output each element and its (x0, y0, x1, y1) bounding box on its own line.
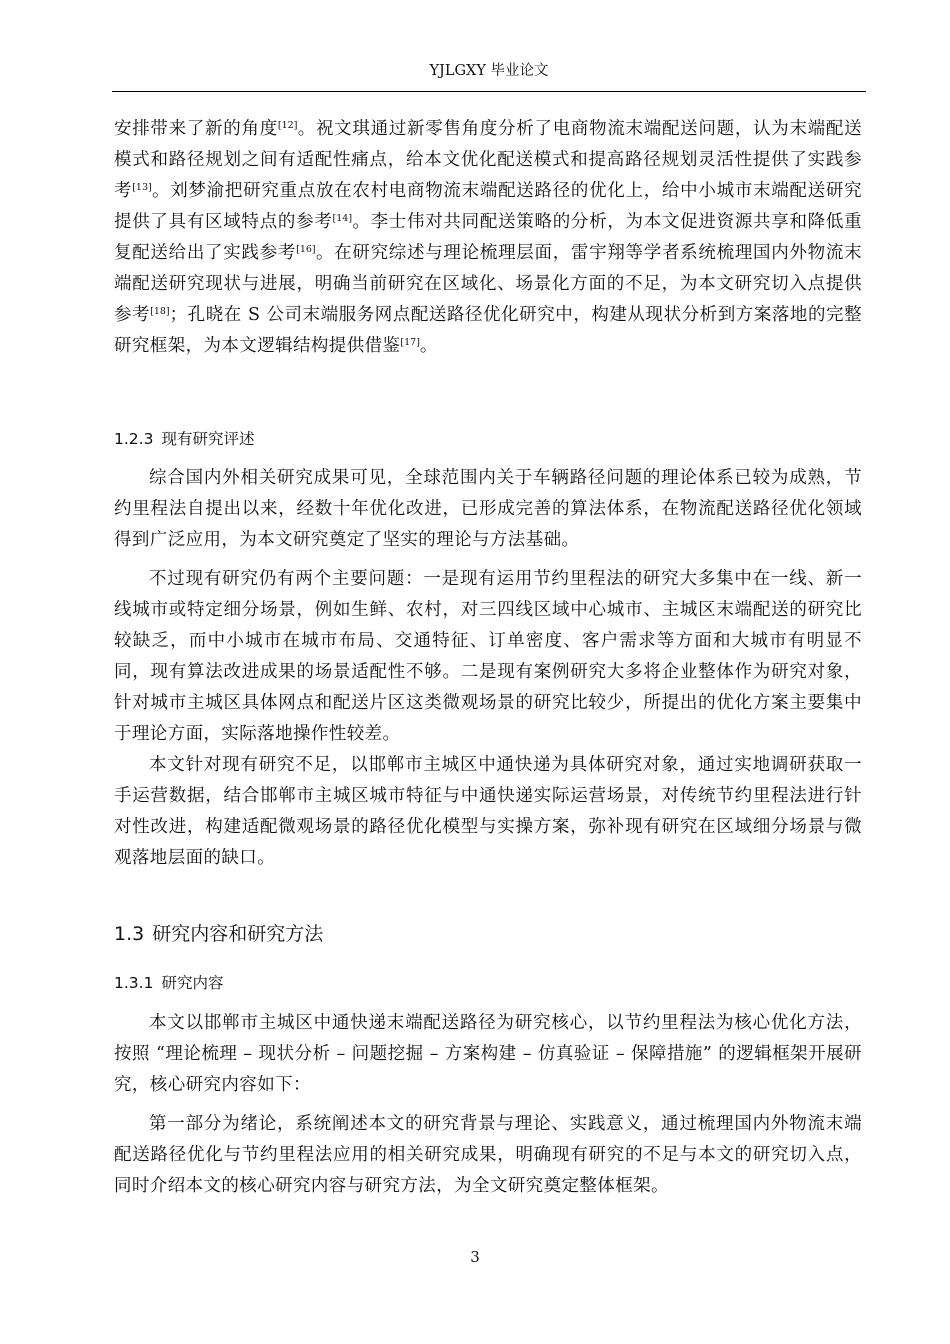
section-number: 1.2.3 (114, 430, 154, 448)
text-run: 。李士伟对共同配送策略的分析，为本文促进资源共享和降低重复配送给出了实践参考 (114, 212, 862, 263)
text-run: 安排带来了新的角度 (114, 119, 278, 139)
section-title: 研究内容 (161, 974, 224, 992)
citation-ref: [12] (277, 120, 298, 131)
citation-ref: [14] (332, 213, 353, 224)
citation-ref: [17] (400, 337, 420, 348)
citation-ref: [13] (132, 182, 152, 193)
running-header: YJLGXY 毕业论文 (429, 63, 549, 79)
section-heading-1-3-1 (114, 973, 223, 993)
section-heading-1-2-3 (114, 429, 254, 449)
section-heading-1-3 (114, 922, 323, 946)
paragraph-review-summary: 综合国内外相关研究成果可见，全球范围内关于车辆路径问题的理论体系已较为成熟，节约里程法自提出以来，经数十年优化改进，已形成完善的算法体系，在物流配送路径优化领域得到广泛应用，为本文研究奠定了坚实的理论与方法基础。 (114, 468, 862, 550)
text-run: 。刘梦渝把研究重点放在农村电商物流末端配送路径的优化上，给中小城市末端配送研究提供了具有区域特点的参考 (114, 181, 862, 232)
section-title: 研究内容和研究方法 (152, 923, 324, 945)
citation-ref: [16] (296, 244, 316, 255)
text-run: ；孔晓在 S 公司末端服务网点配送路径优化研究中，构建从现状分析到方案落地的完整研究框架，为本文逻辑结构提供借鉴 (114, 305, 862, 356)
page-number: 3 (470, 1248, 480, 1266)
paragraph-research-gap: 本文针对现有研究不足，以邯郸市主城区中通快递为具体研究对象，通过实地调研获取一手运营数据，结合邯郸市主城区城市特征与中通快递实际运营场景，对传统节约里程法进行针对性改进，构建适配微观场景的路径优化模型与实操方案，弥补现有研究在区域细分场景与微观落地层面的缺口。 (114, 755, 862, 868)
paragraph-existing-problems: 不过现有研究仍有两个主要问题：一是现有运用节约里程法的研究大多集中在一线、新一线城市或特定细分场景，例如生鲜、农村，对三四线区域中心城市、主城区末端配送的研究比较缺乏，而中小城市在城市布局、交通特征、订单密度、客户需求等方面和大城市有明显不同，现有算法改进成果的场景适配性不够。二是现有案例研究大多将企业整体作为研究对象，针对城市主城区具体网点和配送片区这类微观场景的研究比较少，所提出的优化方案主要集中于理论方面，实际落地操作性较差。 (114, 569, 862, 744)
paragraph-research-content-intro: 本文以邯郸市主城区中通快递末端配送路径为研究核心，以节约里程法为核心优化方法，按照 “理论梳理 – 现状分析 – 问题挖掘 – 方案构建 – 仿真验证 – 保障措施” 的逻辑框架开展研究，核心研究内容如下： (114, 1013, 862, 1095)
paragraph-literature-review-continued (114, 114, 862, 362)
section-number: 1.3.1 (114, 974, 154, 992)
citation-ref: [18] (150, 306, 170, 317)
header-rule (112, 91, 866, 92)
text-run: 。在研究综述与理论梳理层面，雷宇翔等学者系统梳理国内外物流末端配送研究现状与进展，明确当前研究在区域化、场景化方面的不足，为本文研究切入点提供参考 (114, 243, 863, 325)
section-number: 1.3 (114, 923, 145, 945)
paragraph-part-one: 第一部分为绪论，系统阐述本文的研究背景与理论、实践意义，通过梳理国内外物流末端配送路径优化与节约里程法应用的相关研究成果，明确现有研究的不足与本文的研究切入点，同时介绍本文的核心研究内容与研究方法，为全文研究奠定整体框架。 (114, 1114, 862, 1196)
text-run: 。 (419, 336, 438, 356)
text-run: 。祝文琪通过新零售角度分析了电商物流末端配送问题，认为末端配送模式和路径规划之间有适配性痛点，给本文优化配送模式和提高路径规划灵活性提供了实践参考 (114, 119, 862, 201)
section-title: 现有研究评述 (161, 430, 255, 448)
